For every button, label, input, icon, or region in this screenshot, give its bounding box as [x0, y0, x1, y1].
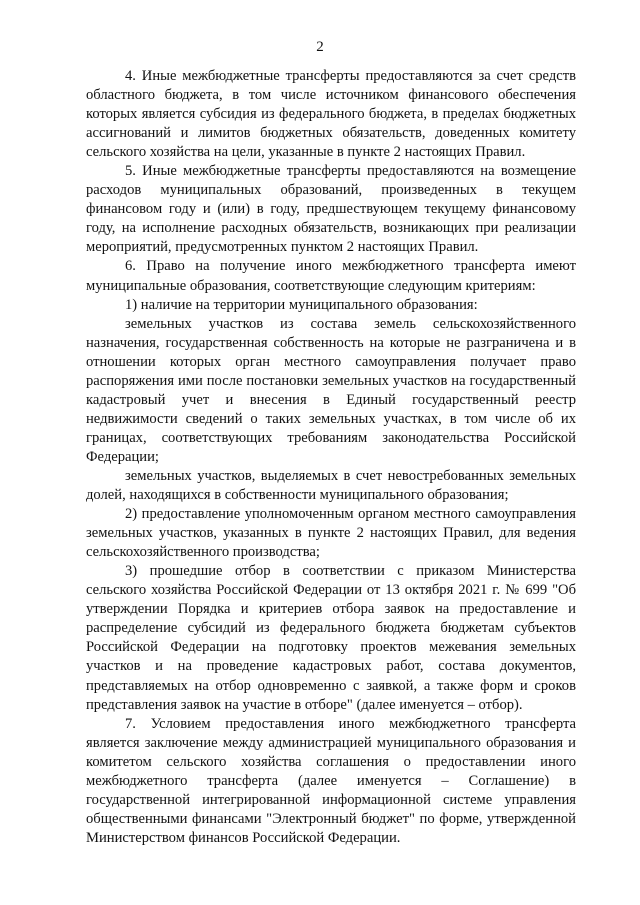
paragraph-item-4: 4. Иные межбюджетные трансферты предоставляются за счет средств областного бюджета, в том числе источником финансового обеспечения которых является субсидия из федерального бюджета, в пределах бюджетных ассигнований и лимитов бюджетных обязательств, доведенных комитету сельского хозяйства на цели, указанные в пункте 2 настоящих Правил. [86, 68, 576, 161]
document-body [86, 67, 576, 848]
paragraph-item-6: 6. Право на получение иного межбюджетного трансферта имеют муниципальные образования, соответствующие следующим критериям: [86, 258, 576, 294]
criterion-1: 1) наличие на территории муниципального образования: [125, 296, 478, 313]
criterion-2: 2) предоставление уполномоченным органом местного самоуправления земельных участков, указанных в пункте 2 настоящих Правил, для ведения сельскохозяйственного производства; [86, 506, 576, 561]
criterion-1-subitem-agricultural-land: земельных участков из состава земель сельскохозяйственного назначения, государственная собственность на которые не разграничена и в отношении которых орган местного самоуправления получает право распоряжения ими после постановки земельных участков на государственный кадастровый учет и внесения в Единый государственный реестр недвижимости сведений о таких земельных участках, в том числе об их границах, соответствующих требованиям законодательства Российской Федерации; [86, 315, 576, 465]
paragraph-item-7: 7. Условием предоставления иного межбюджетного трансферта является заключение между администрацией муниципального образования и комитетом сельского хозяйства соглашения о предоставлении иного межбюджетного трансферта (далее именуется – Соглашение) в государственной интегрированной информационной системе управления общественными финансами "Электронный бюджет" по форме, утвержденной Министерством финансов Российской Федерации. [86, 715, 576, 846]
paragraph-item-5: 5. Иные межбюджетные трансферты предоставляются на возмещение расходов муниципальных образований, произведенных в текущем финансовом году и (или) в году, предшествующем текущему финансовому году, на исполнение расходных обязательств, возникающих при реализации мероприятий, предусмотренных пунктом 2 настоящих Правил. [86, 163, 576, 256]
criterion-1-subitem-unclaimed-shares: земельных участков, выделяемых в счет невостребованных земельных долей, находящихся в собственности муниципального образования; [86, 467, 576, 504]
criterion-3: 3) прошедшие отбор в соответствии с приказом Министерства сельского хозяйства Российской Федерации от 13 октября 2021 г. № 699 "Об утверждении Порядка и критериев отбора заявок на предоставление и распределение субсидий из федерального бюджета бюджетам субъектов Российской Федерации на подготовку проектов межевания земельных участков и на проведение кадастровых работ, состава документов, представляемых на отбор одновременно с заявкой, а также форм и сроков представления заявок на участие в отборе" (далее именуется – отбор). [86, 563, 576, 713]
page-number: 2 [316, 39, 324, 55]
